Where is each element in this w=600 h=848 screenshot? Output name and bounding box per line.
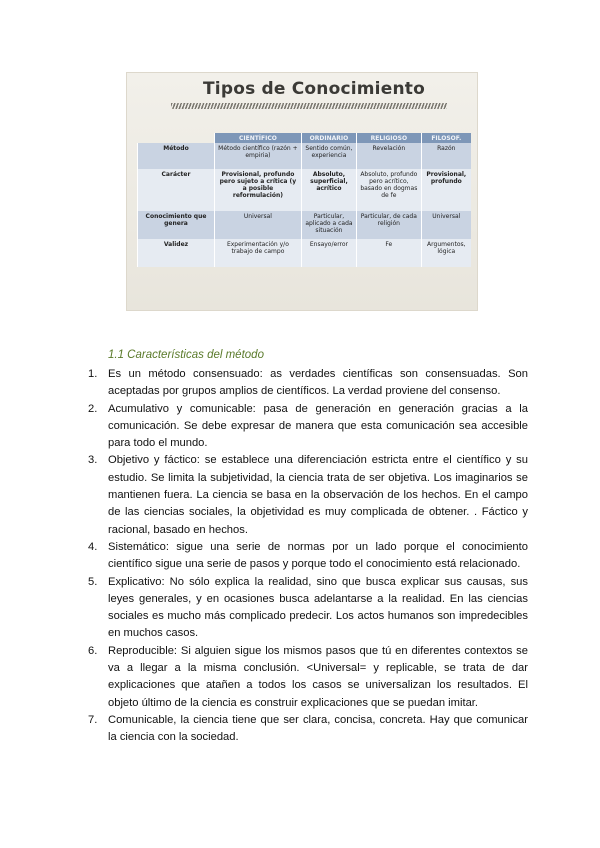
list-item xyxy=(88,366,528,401)
item-number: 7. xyxy=(88,713,98,726)
table-cell: Argumentos, lógica xyxy=(421,239,471,267)
item-text: Acumulativo y comunicable: pasa de generación en generación gracias a la comunicación. Se debe expresar de manera que esta comunicación sea accesible para todo el mundo. xyxy=(108,402,528,450)
item-number: 2. xyxy=(88,402,98,415)
item-number: 5. xyxy=(88,575,98,588)
row-header: Carácter xyxy=(138,169,215,211)
list-item xyxy=(88,539,528,574)
item-text: Sistemático: sigue una serie de normas por un lado porque el conocimiento científico sigue una serie de pasos y porque todo el conocimiento está relacionado. xyxy=(108,540,528,571)
table-cell: Particular, aplicado a cada situación xyxy=(301,211,356,239)
table-cell: Absoluto, profundo pero acrítico, basado en dogmas de fe xyxy=(357,169,422,211)
list-item xyxy=(88,574,528,643)
table-cell: Universal xyxy=(215,211,302,239)
table-cell: Sentido común, experiencia xyxy=(301,143,356,169)
table-cell: Fe xyxy=(357,239,422,267)
list-item xyxy=(88,452,528,538)
table-row xyxy=(138,211,472,239)
table-corner xyxy=(138,133,215,143)
slide-image xyxy=(126,72,478,311)
table-row xyxy=(138,239,472,267)
item-number: 1. xyxy=(88,368,98,380)
column-header: CIENTÍFICO xyxy=(215,133,302,143)
section-heading: 1.1 Características del método xyxy=(108,349,264,361)
item-text: Es un método consensuado: as verdades científicas son consensuadas. Son aceptadas por grupos amplios de científicos. La verdad proviene del consenso. xyxy=(108,368,528,398)
table-cell: Provisional, profundo pero sujeto a crítica (y a posible reformulación) xyxy=(215,169,302,211)
slide-title: Tipos de Conocimiento xyxy=(203,79,425,99)
column-header: FILOSOF. xyxy=(421,133,471,143)
table-cell: Universal xyxy=(421,211,471,239)
table-cell: Absoluto, superficial, acrítico xyxy=(301,169,356,211)
table-row xyxy=(138,169,472,211)
list-item xyxy=(88,401,528,453)
row-header: Conocimiento que genera xyxy=(138,211,215,239)
table-header-row xyxy=(138,133,472,143)
item-number: 6. xyxy=(88,644,98,657)
table-cell: Razón xyxy=(421,143,471,169)
table-cell: Experimentación y/o trabajo de campo xyxy=(215,239,302,267)
item-text: Objetivo y fáctico: se establece una diferenciación estricta entre el científico y su estudio. Se limita la subjetividad, la ciencia trata de ser objetiva. Los imaginarios se mantienen fuera. La ciencia se basa en la observación de los hechos. En el campo de las ciencias sociales, la objetividad es muy complicada de obtener. . Fáctico y racional, basado en hechos. xyxy=(108,454,528,536)
item-number: 4. xyxy=(88,540,98,553)
row-header: Validez xyxy=(138,239,215,267)
item-text: Comunicable, la ciencia tiene que ser clara, concisa, concreta. Hay que comunicar la ciencia con la sociedad. xyxy=(108,713,528,744)
table-cell: Particular, de cada religión xyxy=(357,211,422,239)
item-text: Explicativo: No sólo explica la realidad, sino que busca explicar sus causas, sus leyes generales, y en ocasiones busca adelantarse a la realidad. En las ciencias sociales es mucho más complicado predecir. Los actos humanos son impredecibles en muchos casos. xyxy=(108,575,528,640)
item-number: 3. xyxy=(88,454,98,467)
table-cell: Ensayo/error xyxy=(301,239,356,267)
decorative-stripe xyxy=(171,103,447,109)
item-text: Reproducible: Si alguien sigue los mismos pasos que tú en diferentes contextos se va a llegar a la misma conclusión. <Universal= y replicable, se trata de dar explicaciones que atañen a todos los casos se universalizan los resultados. El objeto último de la ciencia es construir explicaciones que se puedan imitar. xyxy=(108,644,528,709)
column-header: RELIGIOSO xyxy=(357,133,422,143)
table-cell: Provisional, profundo xyxy=(421,169,471,211)
list-item xyxy=(88,712,528,747)
table-row xyxy=(138,143,472,169)
table-cell: Método científico (razón + empiria) xyxy=(215,143,302,169)
characteristics-list xyxy=(88,366,528,747)
list-item xyxy=(88,643,528,712)
column-header: ORDINARIO xyxy=(301,133,356,143)
table-cell: Revelación xyxy=(357,143,422,169)
knowledge-types-table xyxy=(137,133,471,267)
row-header: Método xyxy=(138,143,215,169)
